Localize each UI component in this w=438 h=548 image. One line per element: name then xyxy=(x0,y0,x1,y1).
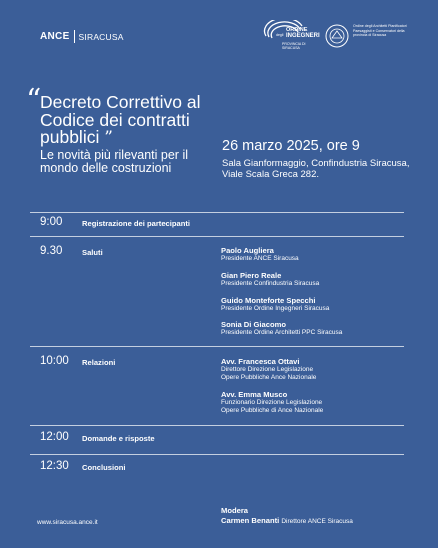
moderator-role: Direttore ANCE Siracusa xyxy=(281,518,353,525)
closing-quote: ” xyxy=(104,128,113,148)
speaker-name: Gian Piero Reale xyxy=(221,271,282,280)
event-subtitle: Le novità più rilevanti per il mondo delle costruzioni xyxy=(40,148,188,175)
event-venue xyxy=(222,158,422,180)
speaker-role: Opere Pubbliche Ance Nazionale xyxy=(221,374,317,381)
speaker-role: Presidente Ordine Ingegneri Siracusa xyxy=(221,305,330,312)
speaker-role: Funzionario Direzione Legislazione xyxy=(221,399,323,406)
ordine-ingegneri-logo xyxy=(262,20,320,52)
divider xyxy=(30,454,404,455)
speaker-name: Avv. Francesca Ottavi xyxy=(221,357,300,366)
website-link[interactable]: www.siracusa.ance.it xyxy=(37,519,98,526)
divider xyxy=(30,346,404,347)
divider xyxy=(30,236,404,237)
ordine-architetti-logo xyxy=(325,24,413,48)
speaker-role: Direttore Direzione Legislazione xyxy=(221,366,314,373)
program-time: 12:30 xyxy=(40,460,69,472)
program-label: Domande e risposte xyxy=(82,434,155,443)
venue-line1: Sala Gianformaggio, Confindustria Siracusa, xyxy=(222,158,410,169)
ing-line3: INGEGNERI xyxy=(286,33,320,39)
program-label: Conclusioni xyxy=(82,463,126,472)
ing-line2: degli xyxy=(276,33,284,37)
speaker-name: Guido Monteforte Specchi xyxy=(221,296,316,305)
program-time: 10:00 xyxy=(40,355,69,367)
program-time: 12:00 xyxy=(40,431,69,443)
architetti-seal-icon xyxy=(325,24,349,48)
speaker-role: Presidente Confindustria Siracusa xyxy=(221,280,320,287)
event-title xyxy=(40,94,230,148)
venue-line2: Viale Scala Greca 282. xyxy=(222,169,319,180)
ance-logo xyxy=(40,30,124,43)
speaker-role: Opere Pubbliche di Ance Nazionale xyxy=(221,407,324,414)
speaker-name: Paolo Augliera xyxy=(221,246,274,255)
speaker-role: Presidente Ordine Architetti PPC Siracusa xyxy=(221,329,343,336)
event-title-text: Decreto Correttivo al Codice dei contratti pubblici xyxy=(40,92,201,147)
program-label: Relazioni xyxy=(82,358,116,367)
program-time: 9.30 xyxy=(40,245,63,257)
ance-logo-text: ANCE xyxy=(40,31,70,42)
divider xyxy=(30,212,404,213)
ing-line4: PROVINCIA DI SIRACUSA xyxy=(282,42,306,50)
ing-line1: ORDINE xyxy=(286,27,308,33)
ance-city-text: SIRACUSA xyxy=(78,31,124,42)
speaker-name: Sonia Di Giacomo xyxy=(221,320,286,329)
divider xyxy=(30,425,404,426)
program-label: Registrazione dei partecipanti xyxy=(82,219,191,228)
opening-quote: “ xyxy=(26,83,42,118)
moderator xyxy=(221,516,353,525)
program-time: 9:00 xyxy=(40,216,63,228)
architetti-text: Ordine degli Architetti Pianificatori Paesaggisti e Conservatori della provincia di Siracusa xyxy=(353,24,407,38)
event-date: 26 marzo 2025, ore 9 xyxy=(222,138,360,154)
speaker-name: Avv. Emma Musco xyxy=(221,390,288,399)
moderator-name: Carmen Benanti xyxy=(221,516,280,525)
modera-label: Modera xyxy=(221,506,249,515)
logo-divider xyxy=(74,30,75,43)
speaker-role: Presidente ANCE Siracusa xyxy=(221,255,299,262)
program-label: Saluti xyxy=(82,248,103,257)
